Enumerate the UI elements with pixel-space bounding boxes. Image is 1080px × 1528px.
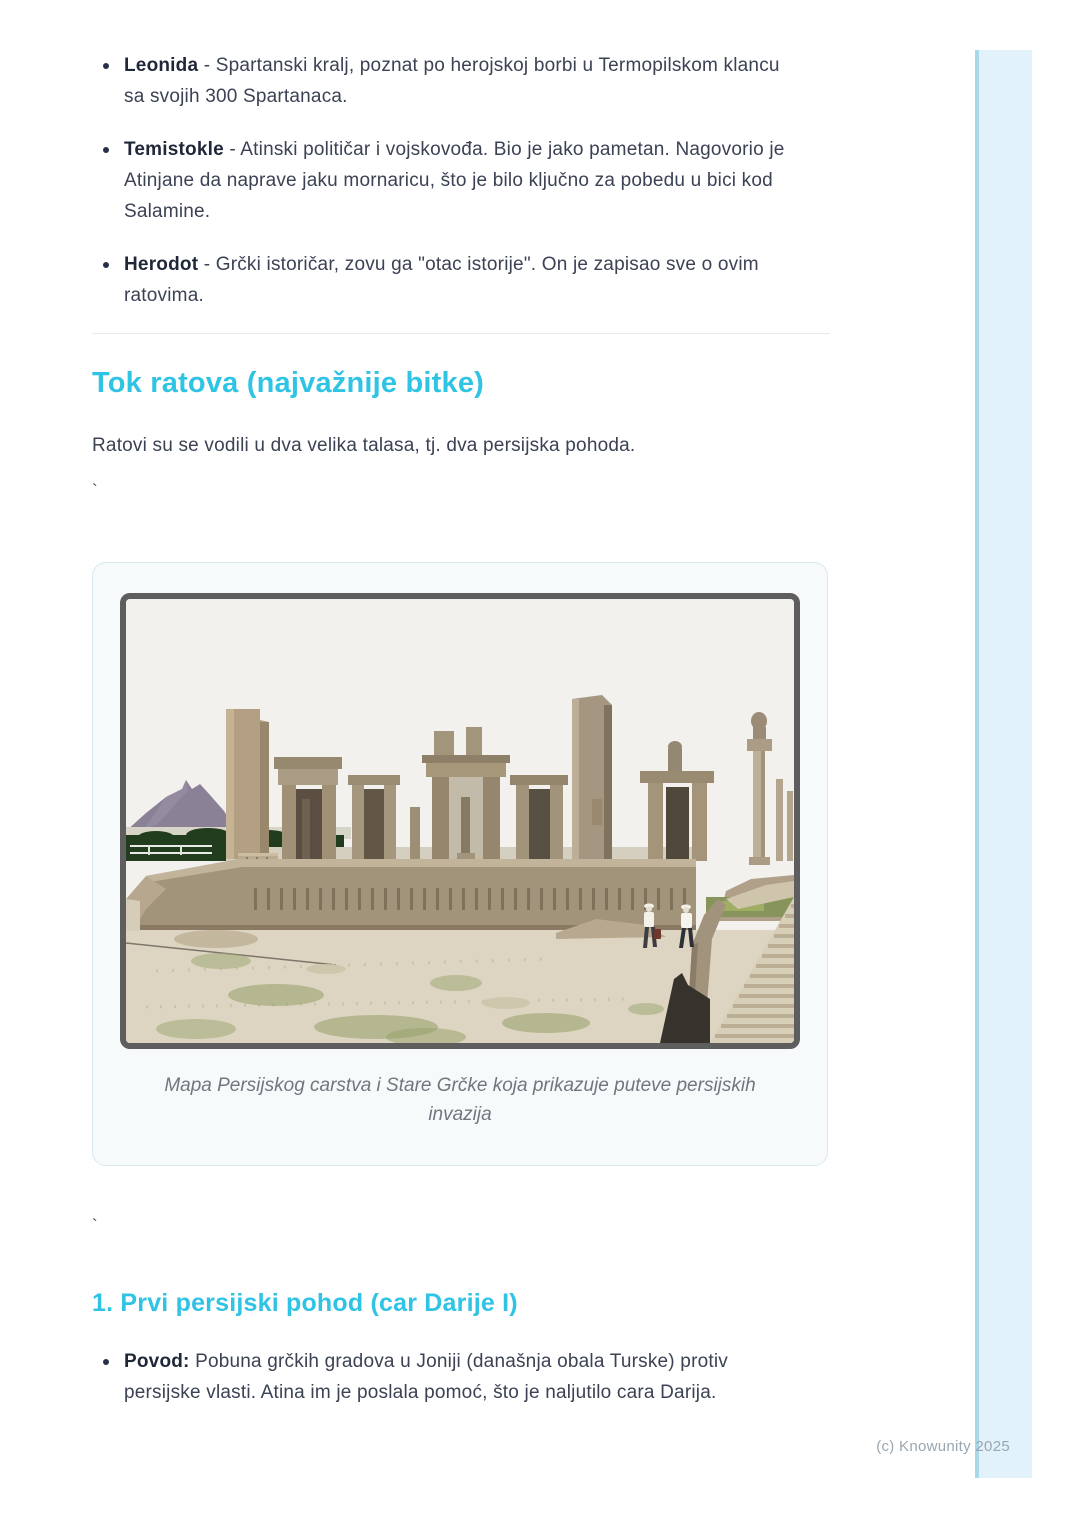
- list-item: [92, 134, 786, 227]
- stray-backtick: `: [92, 481, 98, 500]
- list-item: [92, 249, 786, 311]
- list-item: [92, 1346, 786, 1408]
- subsection-title: 1. Prvi persijski pohod (car Darije I): [92, 1289, 518, 1317]
- section-title: Tok ratova (najvažnije bitke): [92, 367, 485, 399]
- copyright-footer: (c) Knowunity 2025: [876, 1438, 1010, 1455]
- persepolis-ruins-photo: [120, 593, 800, 1049]
- stray-backtick-2: `: [92, 1216, 98, 1235]
- page-edge-strip: [975, 50, 1032, 1478]
- item-term: Povod:: [124, 1351, 190, 1372]
- person-desc: - Atinski političar i vojskovođa. Bio je jako pametan. Nagovorio je Atinjane da naprave jaku mornaricu, što je bilo ključno za pobedu u bici kod Salamine.: [124, 139, 785, 222]
- subsection-list: [92, 1346, 786, 1408]
- person-name: Herodot: [124, 254, 199, 275]
- person-name: Temistokle: [124, 139, 224, 160]
- person-desc: - Grčki istoričar, zovu ga "otac istorije". On je zapisao sve o ovim ratovima.: [124, 254, 759, 306]
- section-divider: [92, 333, 830, 334]
- key-people-list: [92, 50, 786, 311]
- image-card: [92, 562, 828, 1166]
- image-caption: Mapa Persijskog carstva i Stare Grčke koja prikazuje puteve persijskih invazija: [164, 1075, 756, 1125]
- section-intro: Ratovi su se vodili u dva velika talasa, tj. dva persijska pohoda.: [92, 435, 636, 456]
- item-desc: Pobuna grčkih gradova u Joniji (današnja obala Turske) protiv persijske vlasti. Atina im je poslala pomoć, što je naljutilo cara Darija.: [124, 1351, 728, 1403]
- persepolis-ruins-illustration: [126, 599, 794, 1043]
- document-content: [92, 0, 830, 1430]
- person-desc: - Spartanski kralj, poznat po herojskoj borbi u Termopilskom klancu sa svojih 300 Spartanaca.: [124, 55, 780, 107]
- person-name: Leonida: [124, 55, 199, 76]
- list-item: [92, 50, 786, 112]
